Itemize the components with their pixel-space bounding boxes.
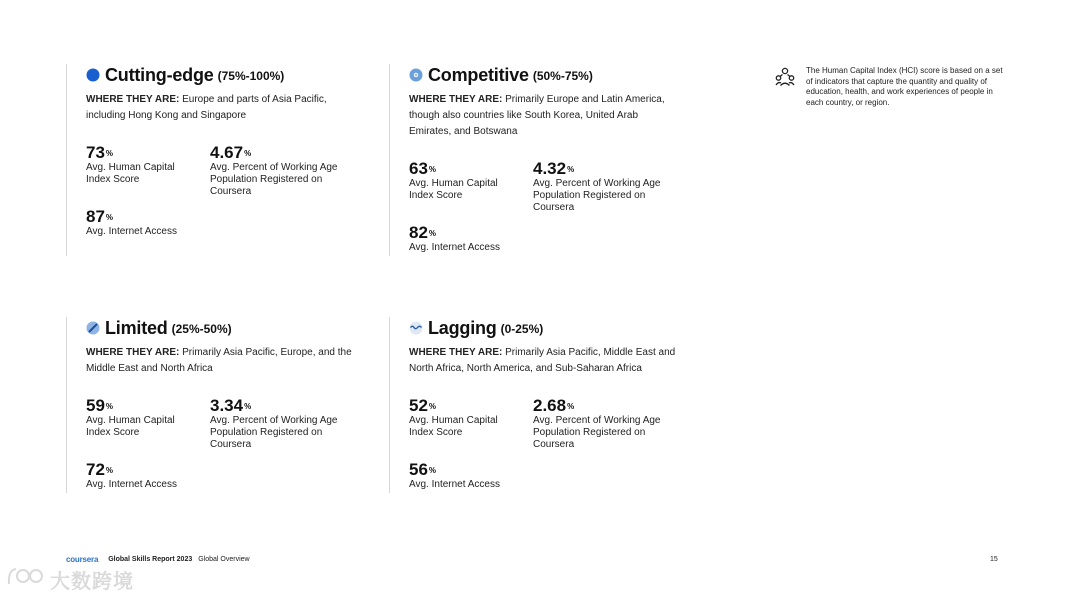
tier-range: (25%-50%) bbox=[171, 322, 232, 336]
stat-label: Avg. Human Capital Index Score bbox=[86, 415, 175, 438]
stat-label: Avg. Percent of Working Age Population Registered on Coursera bbox=[210, 415, 338, 450]
stat-hci bbox=[86, 144, 216, 186]
stat-value: 4.67 bbox=[210, 143, 244, 162]
where-label: WHERE THEY ARE: bbox=[86, 94, 180, 105]
where-text: Europe and parts of Asia Pacific, including Hong Kong and Singapore bbox=[86, 94, 327, 121]
stat-registered bbox=[210, 144, 340, 198]
stat-value: 3.34 bbox=[210, 396, 244, 415]
stat-unit: % bbox=[105, 149, 114, 158]
tier-name: Limited bbox=[105, 317, 168, 338]
where-label: WHERE THEY ARE: bbox=[409, 94, 503, 105]
tier-title bbox=[409, 317, 699, 339]
tier-card-competitive bbox=[409, 64, 699, 253]
stat-unit: % bbox=[105, 213, 114, 222]
hci-note-text: The Human Capital Index (HCI) score is based on a set of indicators that capture the quantity and quality of education, health, and work experiences of people in each country, or region. bbox=[806, 66, 1003, 107]
stat-hci bbox=[86, 397, 216, 439]
dotted-circle-icon bbox=[409, 68, 423, 82]
hatched-circle-icon bbox=[86, 321, 100, 335]
tier-name: Cutting-edge bbox=[105, 64, 214, 85]
stat-label: Avg. Internet Access bbox=[86, 479, 177, 490]
where-they-are bbox=[86, 92, 356, 124]
stat-hci bbox=[409, 397, 539, 439]
stat-label: Avg. Percent of Working Age Population Registered on Coursera bbox=[533, 415, 661, 450]
stat-internet bbox=[86, 461, 216, 491]
stat-unit: % bbox=[428, 165, 437, 174]
stat-label: Avg. Percent of Working Age Population Registered on Coursera bbox=[533, 178, 661, 213]
tier-range: (0-25%) bbox=[500, 322, 544, 336]
stat-value: 87 bbox=[86, 207, 105, 226]
coursera-logo[interactable]: coursera bbox=[66, 555, 99, 564]
tier-range: (75%-100%) bbox=[217, 69, 285, 83]
stat-label: Avg. Internet Access bbox=[409, 479, 500, 490]
stat-hci bbox=[409, 160, 539, 202]
stat-value: 82 bbox=[409, 223, 428, 242]
stat-value: 52 bbox=[409, 396, 428, 415]
tier-name: Competitive bbox=[428, 64, 529, 85]
stat-value: 73 bbox=[86, 143, 105, 162]
stat-unit: % bbox=[567, 402, 575, 411]
stat-internet bbox=[409, 461, 539, 491]
wave-icon bbox=[409, 321, 423, 335]
watermark-text: 大数跨境 bbox=[50, 571, 134, 593]
where-they-are bbox=[86, 345, 356, 377]
tier-card-cutting-edge bbox=[86, 64, 376, 237]
stat-unit: % bbox=[428, 402, 437, 411]
watermark-logo-icon bbox=[6, 564, 46, 595]
where-they-are bbox=[409, 345, 679, 377]
stat-unit: % bbox=[105, 402, 114, 411]
tier-name: Lagging bbox=[428, 317, 497, 338]
tier-title bbox=[86, 64, 376, 86]
where-text: Primarily Asia Pacific, Middle East and North Africa, North America, and Sub-Saharan Africa bbox=[409, 347, 676, 374]
hci-note bbox=[774, 66, 1006, 108]
stat-unit: % bbox=[428, 466, 437, 475]
stat-value: 4.32 bbox=[533, 159, 567, 178]
section-name: Global Overview bbox=[198, 556, 250, 563]
report-title: Global Skills Report 2023 bbox=[108, 556, 193, 563]
card-divider bbox=[66, 317, 67, 493]
people-network-icon bbox=[774, 66, 796, 108]
stat-label: Avg. Human Capital Index Score bbox=[86, 162, 175, 185]
stat-label: Avg. Internet Access bbox=[409, 242, 500, 253]
stat-registered bbox=[210, 397, 340, 451]
stat-unit: % bbox=[244, 402, 252, 411]
tier-card-lagging bbox=[409, 317, 699, 490]
stat-unit: % bbox=[567, 165, 575, 174]
stat-internet bbox=[86, 208, 216, 238]
stat-unit: % bbox=[244, 149, 252, 158]
tier-card-limited bbox=[86, 317, 376, 490]
stat-value: 2.68 bbox=[533, 396, 567, 415]
where-text: Primarily Europe and Latin America, though also countries like South Korea, United Arab Emirates, and Botswana bbox=[409, 94, 665, 137]
tier-title bbox=[86, 317, 376, 339]
stat-registered bbox=[533, 160, 663, 214]
stat-label: Avg. Human Capital Index Score bbox=[409, 415, 498, 438]
filled-circle-icon bbox=[86, 68, 100, 82]
stat-unit: % bbox=[105, 466, 114, 475]
card-divider bbox=[389, 317, 390, 493]
stat-registered bbox=[533, 397, 663, 451]
page-number: 15 bbox=[990, 556, 998, 563]
where-label: WHERE THEY ARE: bbox=[409, 347, 503, 358]
footer bbox=[66, 555, 250, 564]
stat-label: Avg. Internet Access bbox=[86, 226, 177, 237]
watermark bbox=[6, 564, 134, 595]
card-divider bbox=[389, 64, 390, 256]
stat-label: Avg. Percent of Working Age Population Registered on Coursera bbox=[210, 162, 338, 197]
stat-value: 59 bbox=[86, 396, 105, 415]
stat-label: Avg. Human Capital Index Score bbox=[409, 178, 498, 201]
stat-internet bbox=[409, 224, 539, 254]
tier-range: (50%-75%) bbox=[532, 69, 593, 83]
card-divider bbox=[66, 64, 67, 256]
where-text: Primarily Asia Pacific, Europe, and the Middle East and North Africa bbox=[86, 347, 352, 374]
stat-unit: % bbox=[428, 229, 437, 238]
stat-value: 72 bbox=[86, 460, 105, 479]
where-label: WHERE THEY ARE: bbox=[86, 347, 180, 358]
stat-value: 56 bbox=[409, 460, 428, 479]
stat-value: 63 bbox=[409, 159, 428, 178]
tier-title bbox=[409, 64, 699, 86]
where-they-are bbox=[409, 92, 679, 140]
